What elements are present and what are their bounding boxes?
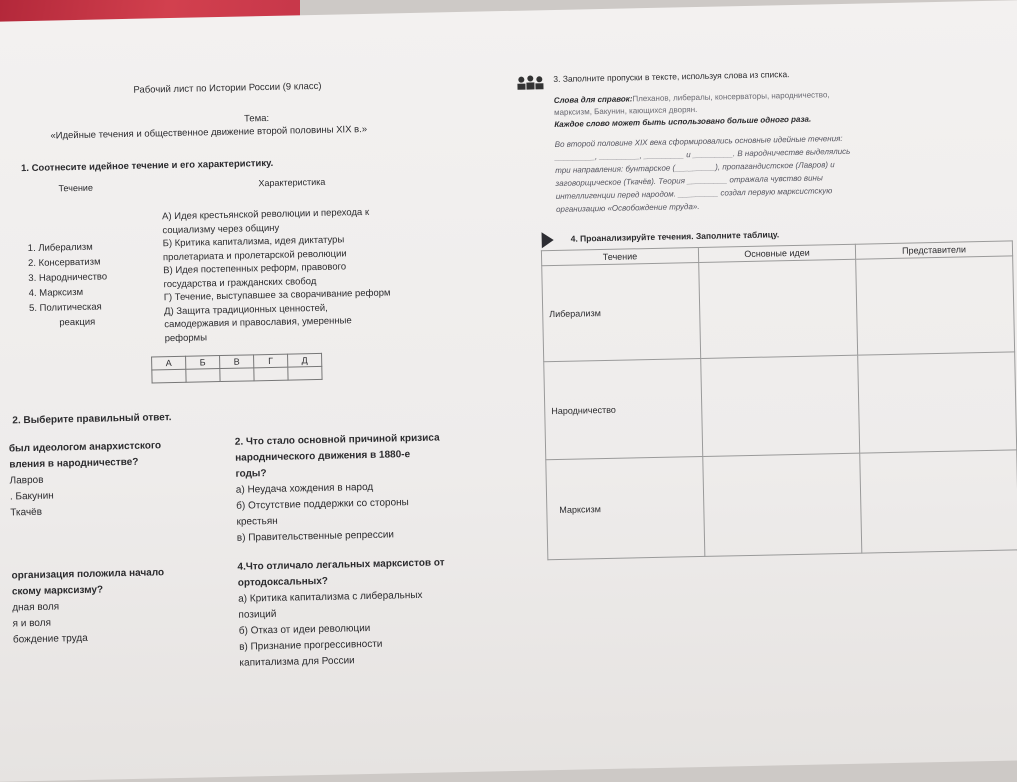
task1-items-list: [28, 239, 109, 331]
characteristic-line: Г) Течение, выступавшее за сворачивание реформ: [163, 287, 391, 304]
characteristic-line: самодержавия и православия, умеренные: [164, 315, 352, 331]
fill-line: организацию «Освобождение труда».: [555, 201, 700, 214]
table-header: Представители: [855, 241, 1012, 259]
task1-col-characteristic: Характеристика: [258, 176, 326, 189]
task1-col-current: Течение: [58, 182, 94, 194]
task2-heading: 2. Выберите правильный ответ.: [12, 412, 172, 427]
answer-option[interactable]: позиций: [238, 608, 277, 621]
answer-option[interactable]: б) Отсутствие поддержки со стороны: [236, 497, 409, 512]
table-header: Основные идеи: [698, 244, 855, 262]
answer-option[interactable]: крестьян: [236, 515, 278, 528]
words-list: Плеханов, либералы, консерваторы, народничество,: [632, 90, 830, 104]
list-item: 5. Политическая: [28, 301, 102, 315]
answer-option[interactable]: я и воля: [12, 617, 52, 630]
list-item: 2. Консерватизм: [27, 256, 101, 270]
table-cell[interactable]: [703, 453, 862, 556]
answer-cell[interactable]: [254, 367, 288, 381]
answer-option[interactable]: капитализма для России: [239, 655, 355, 669]
answer-option[interactable]: Лавров: [9, 474, 44, 487]
answer-cell[interactable]: [288, 366, 322, 380]
task1-characteristics: [162, 205, 391, 345]
fill-line[interactable]: заговорщическое (Ткачёв). Теория _________ отражала чувство вины: [555, 173, 823, 188]
question-text: 4.Что отличало легальных марксистов от: [237, 557, 445, 573]
fill-line[interactable]: три направления: бунтарское (_________), пропагандистское (Лавров) и: [555, 160, 835, 175]
words-label: Слова для справок:: [553, 94, 633, 106]
task3-note: Каждое слово может быть использовано больше одного раза.: [554, 114, 812, 129]
answer-letter: Б: [186, 356, 220, 370]
question-text: скому марксизму?: [11, 584, 104, 598]
question-text: годы?: [235, 468, 267, 480]
table-cell[interactable]: [699, 259, 858, 358]
fill-line: Во второй половине XIX века сформировались основные идейные течения:: [554, 133, 843, 149]
answer-option[interactable]: . Бакунин: [9, 490, 54, 503]
characteristic-line: А) Идея крестьянской революции и перехода к: [162, 206, 370, 223]
task3-heading: 3. Заполните пропуски в тексте, используя слова из списка.: [553, 69, 790, 85]
answer-option[interactable]: в) Признание прогрессивности: [239, 638, 383, 653]
question-2: [235, 430, 442, 546]
words-list-cont: марксизм, Бакунин, кающихся дворян.: [553, 104, 698, 117]
answer-letter: А: [152, 356, 186, 370]
topic-text: «Идейные течения и общественное движение второй половины XIX в.»: [50, 123, 368, 142]
task4-table: [541, 240, 1017, 560]
answer-option[interactable]: а) Неудача хождения в народ: [235, 481, 374, 496]
question-4: [237, 555, 446, 671]
table-cell[interactable]: [701, 355, 860, 456]
answer-option[interactable]: бождение труда: [12, 632, 88, 646]
question-3: [11, 565, 165, 648]
characteristic-line: Д) Защита традиционных ценностей,: [163, 302, 328, 317]
task3-fill-text: [555, 132, 852, 216]
task3-words: [554, 90, 830, 106]
play-arrow-icon: [542, 232, 554, 248]
answer-option[interactable]: Ткачёв: [10, 506, 43, 519]
characteristic-line: реформы: [164, 331, 208, 344]
answer-option[interactable]: а) Критика капитализма с либеральных: [238, 589, 423, 605]
worksheet-title: Рабочий лист по Истории России (9 класс): [133, 80, 322, 96]
table-cell[interactable]: [860, 450, 1017, 553]
answer-option[interactable]: в) Правительственные репрессии: [236, 529, 395, 544]
table-cell[interactable]: [856, 256, 1015, 355]
task1-answer-table: [151, 353, 323, 384]
question-text: народнического движения в 1880-е: [235, 449, 411, 464]
characteristic-line: Б) Критика капитализма, идея диктатуры: [162, 234, 345, 250]
answer-letter: Д: [288, 353, 322, 367]
characteristic-line: пролетариата и пролетарской революции: [162, 247, 347, 263]
question-text: ортодоксальных?: [237, 575, 329, 589]
fill-line[interactable]: интеллигенции перед народом. _________ создал первую марксистскую: [555, 186, 833, 201]
table-cell[interactable]: [858, 352, 1017, 453]
answer-letter: В: [220, 355, 254, 369]
task1-heading: 1. Соотнесите идейное течение и его характеристику.: [20, 157, 274, 175]
list-item: 3. Народничество: [28, 271, 108, 285]
question-text: вления в народничестве?: [9, 456, 139, 471]
topic-label: Тема:: [243, 112, 270, 125]
answer-option[interactable]: дная воля: [12, 601, 60, 614]
list-item: 4. Марксизм: [28, 286, 84, 300]
fill-line[interactable]: _________, _________, _________ и _________. В народничестве выделялись: [554, 146, 851, 162]
question-1: [9, 438, 163, 521]
table-row-label: Народничество: [544, 358, 703, 459]
question-text: 2. Что стало основной причиной кризиса: [234, 432, 440, 448]
characteristic-line: социализму через общину: [162, 222, 280, 236]
answer-option[interactable]: б) Отказ от идеи революции: [238, 622, 371, 637]
table-row-label: Марксизм: [546, 456, 705, 559]
characteristic-line: В) Идея постепенных реформ, правового: [163, 261, 347, 277]
list-item: реакция: [59, 316, 96, 329]
question-text: организация положила начало: [11, 567, 165, 582]
answer-cell[interactable]: [152, 369, 186, 383]
characteristic-line: государства и гражданских свобод: [163, 275, 317, 290]
table-header: Течение: [541, 248, 698, 266]
task4-heading: 4. Проанализируйте течения. Заполните таблицу.: [570, 229, 780, 244]
group-work-icon: [516, 74, 546, 91]
answer-cell[interactable]: [186, 369, 220, 383]
list-item: 1. Либерализм: [27, 241, 93, 255]
question-text: был идеологом анархистского: [8, 440, 162, 455]
answer-cell[interactable]: [220, 368, 254, 382]
table-row-label: Либерализм: [542, 263, 701, 362]
answer-letter: Г: [254, 354, 288, 368]
